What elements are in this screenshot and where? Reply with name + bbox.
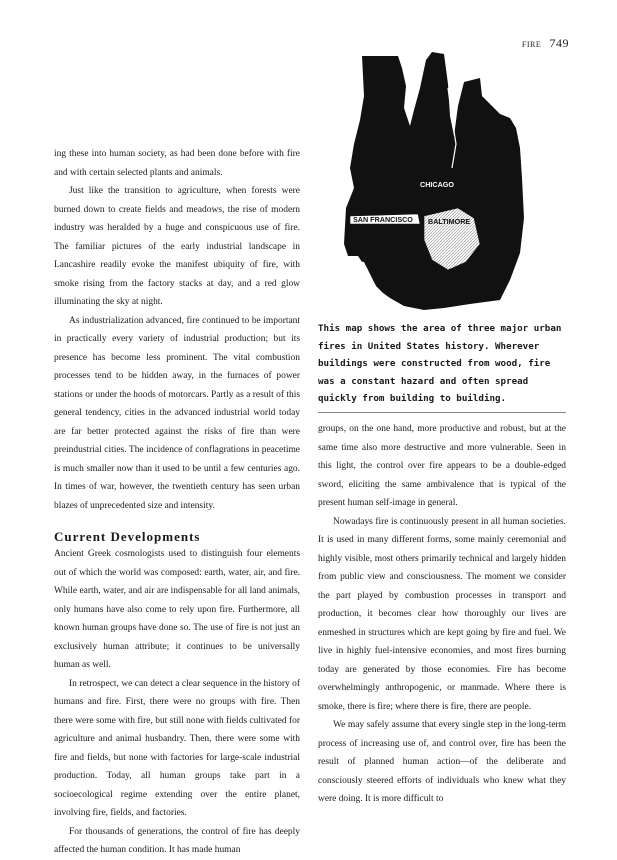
paragraph: In retrospect, we can detect a clear sequence in the history of humans and fire. First, there were no groups with fire. Then there were some with fire, but still none with fields cultivated for agriculture and animal husbandry. Then, there were some with fire and fields, but none with factories for large-scale industrial production. Today, all human groups take part in a socioecological regime extending over the entire planet, involving fire, fields, and factories. [54,678,300,818]
baltimore-label: BALTIMORE [428,217,471,226]
paragraph: ing these into human society, as had been done before with fire and with certain selected plants and animals. [54,149,300,178]
chicago-label: CHICAGO [420,180,454,189]
figure-caption: This map shows the area of three major urban fires in United States history. Wherever buildings were constructed from wood, fire was a constant hazard and often spread quickly from building to building. [318,320,566,413]
san-francisco-label: SAN FRANCISCO [353,215,413,224]
section-title: fire [521,38,542,50]
section-heading: Current Developments [54,529,201,544]
page-number: 749 [549,36,569,50]
paragraph: Just like the transition to agriculture, when forests were burned down to create fields and meadows, the rise of modern industry was heralded by a huge and conspicuous use of fire. The familiar pictures of the early industrial landscape in Lancashire readily evoke the manifest ubiquity of fire, with smoke rising from the factory stacks at day, and a red glow illuminating the sky at night. [54,186,300,307]
paragraph: For thousands of generations, the control of fire has deeply affected the human condition. It has made human [54,826,300,855]
fire-area-map [340,48,540,316]
paragraph: Nowadays fire is continuously present in all human societies. It is used in many different forms, some mainly ceremonial and highly visible, most others primarily technical and largely hidden from public view and consciousness. The moment we consider the part played by combustion processes in transport and production, it becomes clear how thoroughly our lives are enmeshed in structures which are kept going by fire and fuel. We live in highly fuel-intensive economies, and most fires burning today are generated by those economies. Fire has become overwhelmingly anthropogenic, or manmade. Where there is smoke, there is fire; where there is fire, there are people. [318,516,566,712]
paragraph: Ancient Greek cosmologists used to distinguish four elements out of which the world was composed: earth, water, air, and fire. While earth, water, and air are indispensable for all land animals, only humans have also come to rely upon fire. Furthermore, all known human groups have done so. The use of fire is not just an exclusively human attribute; it continues to be universally human as well. [54,549,300,670]
paragraph: groups, on the one hand, more productive and robust, but at the same time also more destructive and more vulnerable. Seen in this light, the control over fire appears to be a double-edged sword, eliciting the same ambivalence that is typical of the present human self-image in general. [318,424,566,508]
paragraph: As industrialization advanced, fire continued to be important in practically every variety of industrial production; but its presence has become less prominent. The vital combustion processes tend to be hidden away, in the furnaces of power stations or under the hoods of motorcars. Partly as a result of this general tendency, cities in the advanced industrial world today are far better protected against the risks of fire than were preindustrial cities. The incidence of conflagrations in peacetime is much smaller now than it used to be until a few centuries ago. In times of war, however, the twentieth century has seen urban blazes of unprecedented size and intensity. [54,315,300,511]
paragraph: We may safely assume that every single step in the long-term process of increasing use of, and control over, fire has been the result of planned human action—of the deliberate and consciously steered efforts of individuals who knew what they were doing. It is more difficult to [318,720,566,804]
right-column [318,420,566,809]
left-column [54,145,300,860]
